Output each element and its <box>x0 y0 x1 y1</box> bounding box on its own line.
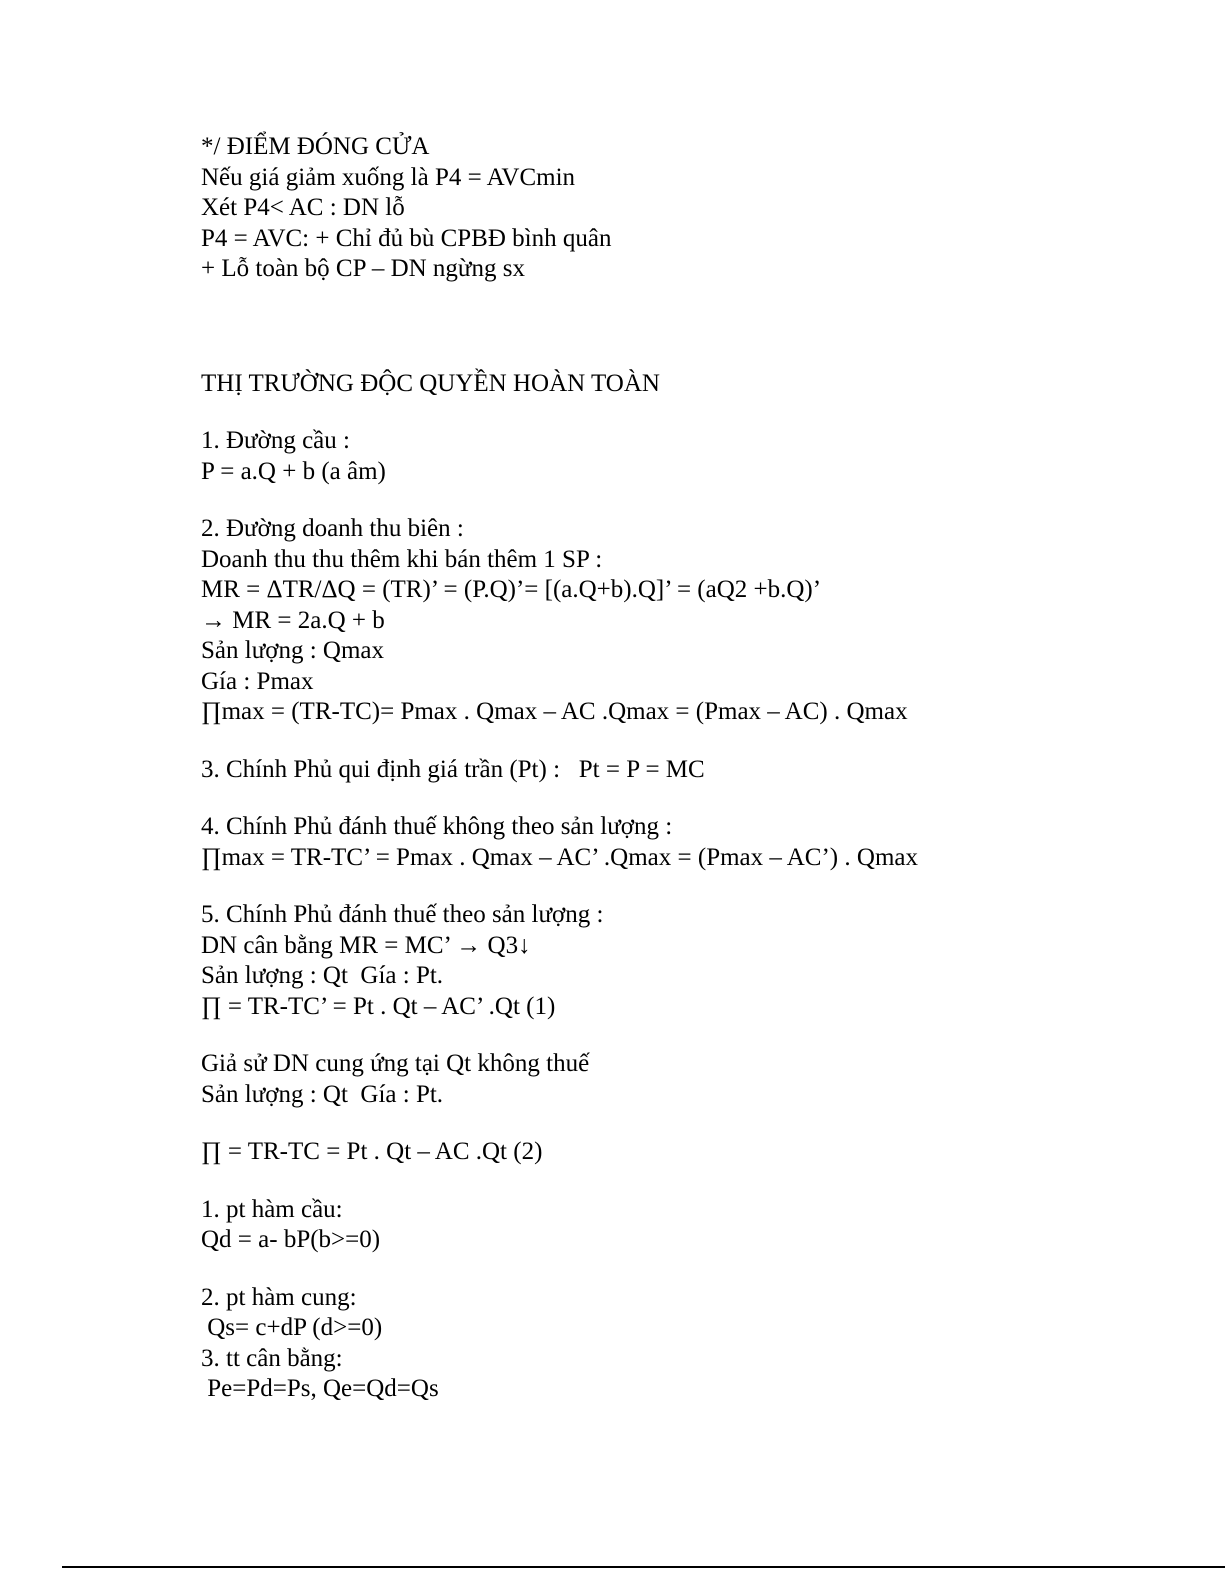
formula-line: → MR = 2a.Q + b <box>201 606 385 634</box>
formula-line: ∏ = TR-TC’ = Pt . Qt – AC’ .Qt (1) <box>201 992 556 1020</box>
formula-line: MR = ΔTR/ΔQ = (TR)’ = (P.Q)’= [(a.Q+b).Q]’ = (aQ2 +b.Q)’ <box>201 576 822 603</box>
formula-line: Pe=Pd=Ps, Qe=Qd=Qs <box>201 1375 439 1402</box>
section-assumption <box>201 1049 1101 1110</box>
section-price-ceiling <box>201 755 1101 786</box>
spacer <box>201 1168 1101 1195</box>
subheading: 3. Chính Phủ qui định giá trần (Pt) : Pt = P = MC <box>201 755 705 783</box>
heading-shutdown-point: */ ĐIỂM ĐÓNG CỬA <box>201 133 430 160</box>
subheading: 2. pt hàm cung: <box>201 1283 357 1311</box>
formula-line: Qs= c+dP (d>=0) <box>201 1314 383 1341</box>
heading-monopoly-market: THỊ TRƯỜNG ĐỘC QUYỀN HOÀN TOÀN <box>201 369 660 397</box>
text-line: DN cân bằng MR = MC’ → Q3↓ <box>201 931 531 959</box>
text-line: Giả sử DN cung ứng tại Qt không thuế <box>201 1050 590 1077</box>
spacer <box>201 285 1101 369</box>
document-body <box>201 132 1101 1405</box>
section-lump-sum-tax <box>201 812 1101 873</box>
subheading: 4. Chính Phủ đánh thuế không theo sản lượng : <box>201 813 673 840</box>
page-bottom-rule <box>62 1566 1225 1568</box>
text-line: Doanh thu thu thêm khi bán thêm 1 SP : <box>201 545 603 573</box>
section-marginal-revenue <box>201 514 1101 728</box>
subheading: 2. Đường doanh thu biên : <box>201 515 464 542</box>
text-line: Gía : Pmax <box>201 667 314 695</box>
text-line: + Lỗ toàn bộ CP – DN ngừng sx <box>201 255 525 282</box>
subheading: 3. tt cân bằng: <box>201 1344 343 1372</box>
subheading: 1. Đường cầu : <box>201 427 350 454</box>
text-line: Sản lượng : Qmax <box>201 637 385 664</box>
section-shutdown-point <box>201 132 1101 285</box>
section-demand-function <box>201 1195 1101 1256</box>
text-line: Sản lượng : Qt Gía : Pt. <box>201 1080 444 1108</box>
spacer <box>201 487 1101 514</box>
section-monopoly <box>201 369 1101 400</box>
spacer <box>201 1022 1101 1049</box>
section-profit-no-tax <box>201 1137 1101 1168</box>
subheading: 1. pt hàm cầu: <box>201 1195 343 1223</box>
spacer <box>201 728 1101 755</box>
spacer <box>201 399 1101 426</box>
text-line: Sản lượng : Qt Gía : Pt. <box>201 962 444 989</box>
section-supply-equilibrium <box>201 1283 1101 1405</box>
text-line: Xét P4< AC : DN lỗ <box>201 194 405 221</box>
formula-line: Qd = a- bP(b>=0) <box>201 1226 381 1253</box>
spacer <box>201 1110 1101 1137</box>
spacer <box>201 873 1101 900</box>
formula-line: ∏max = TR-TC’ = Pmax . Qmax – AC’ .Qmax = (Pmax – AC’) . Qmax <box>201 843 918 871</box>
spacer <box>201 1256 1101 1283</box>
formula-line: ∏max = (TR-TC)= Pmax . Qmax – AC .Qmax = (Pmax – AC) . Qmax <box>201 698 908 725</box>
formula-line: P = a.Q + b (a âm) <box>201 457 386 485</box>
subheading: 5. Chính Phủ đánh thuế theo sản lượng : <box>201 901 604 928</box>
section-per-unit-tax <box>201 900 1101 1022</box>
text-line: Nếu giá giảm xuống là P4 = AVCmin <box>201 163 576 191</box>
text-line: P4 = AVC: + Chỉ đủ bù CPBĐ bình quân <box>201 224 612 252</box>
spacer <box>201 785 1101 812</box>
formula-line: ∏ = TR-TC = Pt . Qt – AC .Qt (2) <box>201 1138 543 1165</box>
section-demand-curve <box>201 426 1101 487</box>
